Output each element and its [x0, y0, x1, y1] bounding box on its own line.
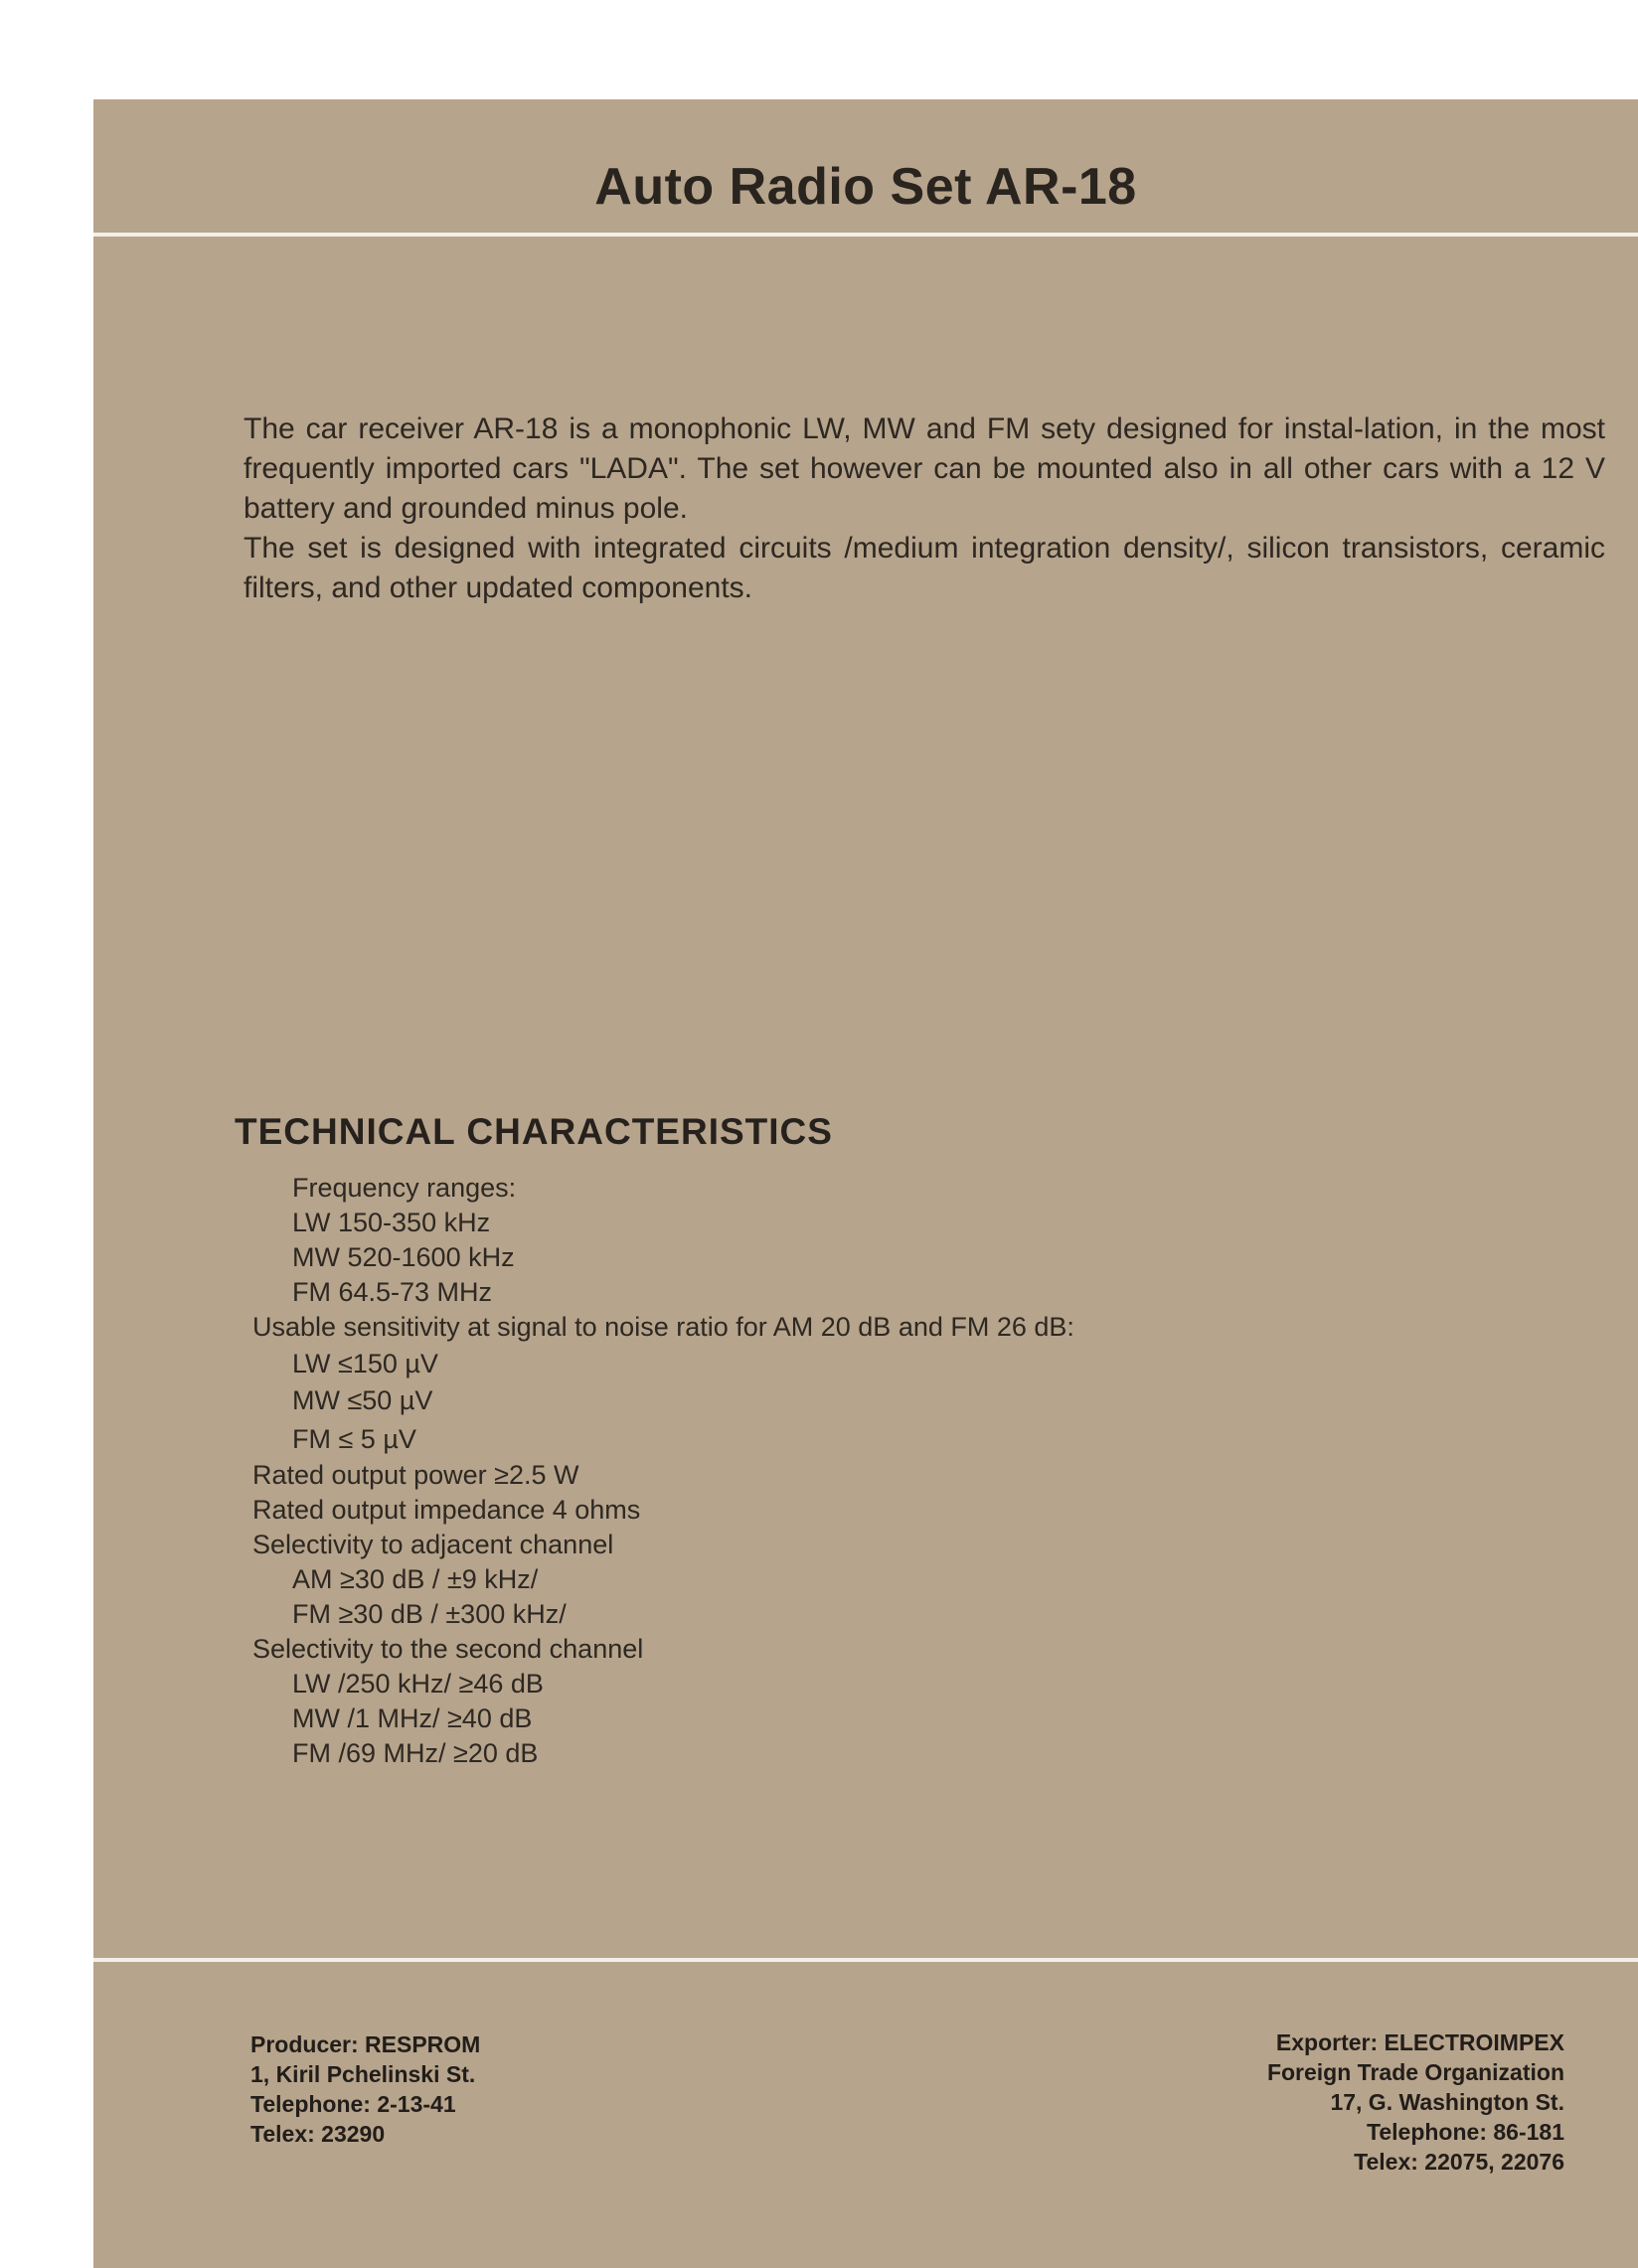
exporter-organization: Foreign Trade Organization [1266, 2059, 1564, 2085]
spec-line: FM ≥30 dB / ±300 kHz/ [292, 1599, 567, 1629]
exporter-address: 17, G. Washington St. [1330, 2089, 1564, 2115]
spec-line: Selectivity to adjacent channel [252, 1530, 614, 1559]
top-divider [93, 233, 1638, 237]
exporter-telex: Telex: 22075, 22076 [1354, 2149, 1564, 2175]
brochure-page [93, 99, 1638, 2268]
spec-line: MW 520-1600 kHz [292, 1242, 515, 1272]
intro-paragraph-1: The car receiver AR-18 is a monophonic LW, MW and FM sety designed for instal-lation, in the most frequently imported cars "LADA". The set however can be mounted also in all other cars with a 12 V battery and grounded minus pole. [244, 412, 1605, 525]
producer-telephone: Telephone: 2-13-41 [250, 2091, 456, 2117]
technical-heading: TECHNICAL CHARACTERISTICS [235, 1111, 833, 1152]
spec-line: Rated output impedance 4 ohms [252, 1495, 641, 1525]
spec-line: Rated output power ≥2.5 W [252, 1460, 579, 1490]
spec-line: LW 150-350 kHz [292, 1208, 491, 1237]
page-title: Auto Radio Set AR-18 [594, 158, 1137, 216]
exporter-telephone: Telephone: 86-181 [1367, 2119, 1564, 2145]
spec-line: AM ≥30 dB / ±9 kHz/ [292, 1564, 539, 1594]
spec-line: FM /69 MHz/ ≥20 dB [292, 1738, 539, 1768]
exporter-block [1267, 2027, 1564, 2177]
spec-line: FM 64.5-73 MHz [292, 1277, 493, 1307]
intro-text [244, 409, 1605, 608]
exporter-name: Exporter: ELECTROIMPEX [1275, 2029, 1564, 2055]
producer-name: Producer: RESPROM [250, 2031, 481, 2057]
producer-telex: Telex: 23290 [250, 2121, 386, 2147]
producer-block [250, 2029, 480, 2149]
spec-line: LW ≤150 µV [292, 1349, 438, 1378]
spec-line: FM ≤ 5 µV [292, 1424, 416, 1454]
spec-line: Selectivity to the second channel [252, 1634, 644, 1664]
spec-line: LW /250 kHz/ ≥46 dB [292, 1669, 544, 1699]
spec-line: MW ≤50 µV [292, 1385, 433, 1415]
producer-address: 1, Kiril Pchelinski St. [250, 2061, 476, 2087]
spec-line: Frequency ranges: [292, 1173, 517, 1203]
spec-line: Usable sensitivity at signal to noise ratio for AM 20 dB and FM 26 dB: [252, 1312, 1074, 1342]
bottom-divider [93, 1958, 1638, 1962]
intro-paragraph-2: The set is designed with integrated circuits /medium integration density/, silicon transistors, ceramic filters, and other updated components. [244, 532, 1605, 604]
spec-line: MW /1 MHz/ ≥40 dB [292, 1703, 533, 1733]
